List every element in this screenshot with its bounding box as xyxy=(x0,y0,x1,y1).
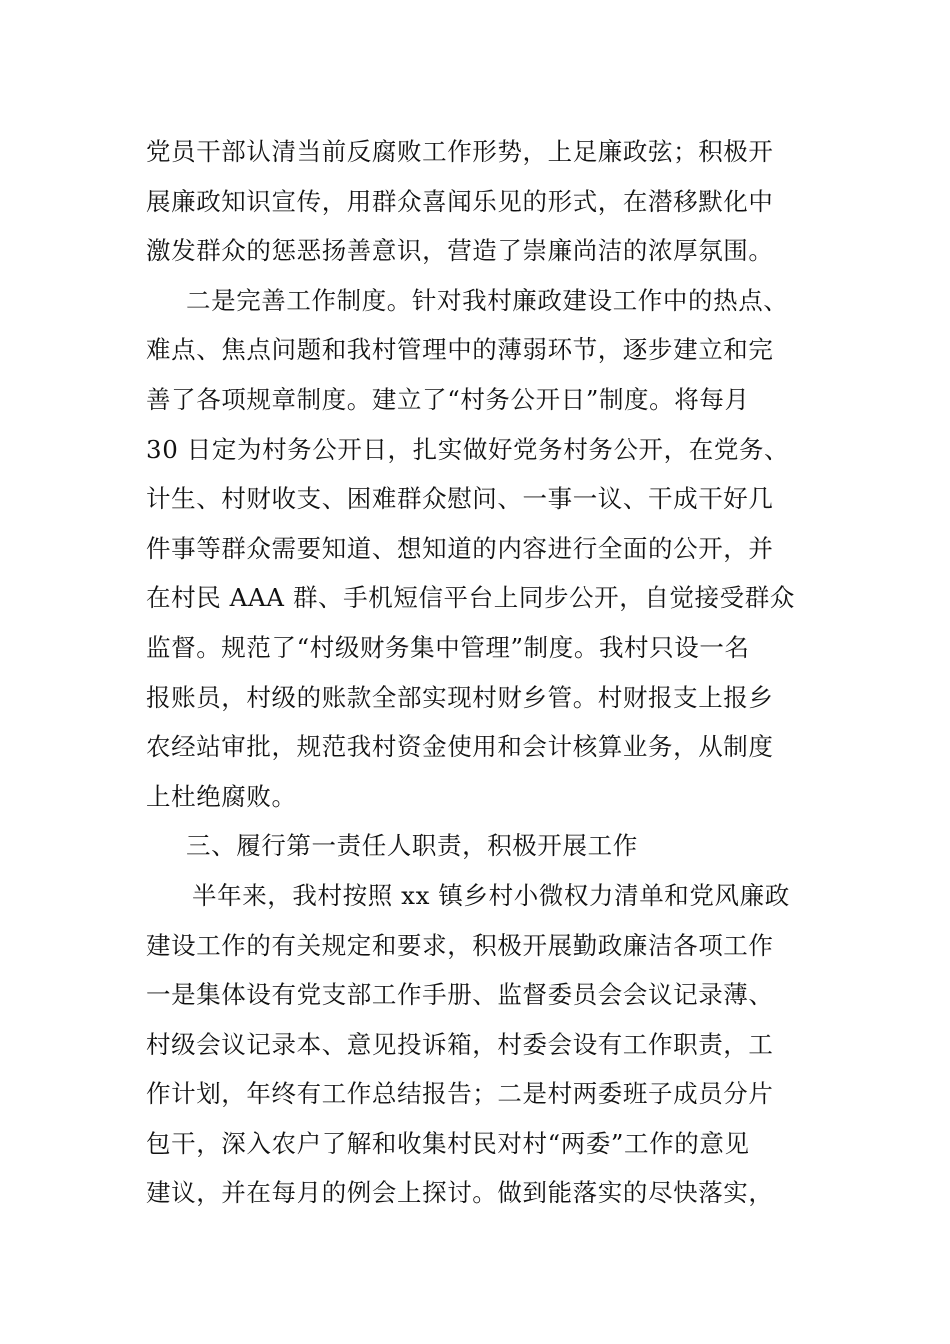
paragraph-start-line: 二是完善工作制度。针对我村廉政建设工作中的热点、 xyxy=(186,285,789,315)
text-line: 村级会议记录本、意见投诉箱，村委会设有工作职责，工 xyxy=(146,1029,774,1059)
text-line: 件事等群众需要知道、想知道的内容进行全面的公开，并 xyxy=(146,533,774,563)
paragraph-start-line: 半年来，我村按照 xx 镇乡村小微权力清单和党风廉政 xyxy=(192,880,790,910)
text-line: 善了各项规章制度。建立了“村务公开日”制度。将每月 xyxy=(146,384,750,414)
text-line: 在村民 AAA 群、手机短信平台上同步公开，自觉接受群众 xyxy=(146,583,795,613)
text-line: 建议，并在每月的例会上探讨。做到能落实的尽快落实， xyxy=(146,1178,774,1208)
text-line: 上杜绝腐败。 xyxy=(146,781,297,811)
text-line: 建设工作的有关规定和要求，积极开展勤政廉洁各项工作 xyxy=(146,930,774,960)
text-line: 报账员，村级的账款全部实现村财乡管。村财报支上报乡 xyxy=(146,682,774,712)
text-line: 包干，深入农户了解和收集村民对村“两委”工作的意见 xyxy=(146,1128,750,1158)
text-line: 激发群众的惩恶扬善意识，营造了崇廉尚洁的浓厚氛围。 xyxy=(146,236,774,266)
text-line: 计生、村财收支、困难群众慰问、一事一议、干成干好几 xyxy=(146,484,774,514)
text-line: 展廉政知识宣传，用群众喜闻乐见的形式，在潜移默化中 xyxy=(146,186,774,216)
document-body xyxy=(146,127,816,1218)
text-line: 难点、焦点问题和我村管理中的薄弱环节，逐步建立和完 xyxy=(146,335,774,365)
text-line: 30 日定为村务公开日，扎实做好党务村务公开，在党务、 xyxy=(146,434,790,464)
text-line: 监督。规范了“村级财务集中管理”制度。我村只设一名 xyxy=(146,632,750,662)
text-line: 作计划，年终有工作总结报告；二是村两委班子成员分片 xyxy=(146,1079,774,1109)
text-line: 农经站审批，规范我村资金使用和会计核算业务，从制度 xyxy=(146,732,774,762)
section-heading: 三、履行第一责任人职责，积极开展工作 xyxy=(186,831,638,861)
text-line: 一是集体设有党支部工作手册、监督委员会会议记录薄、 xyxy=(146,980,774,1010)
text-line: 党员干部认清当前反腐败工作形势，上足廉政弦；积极开 xyxy=(146,137,774,166)
